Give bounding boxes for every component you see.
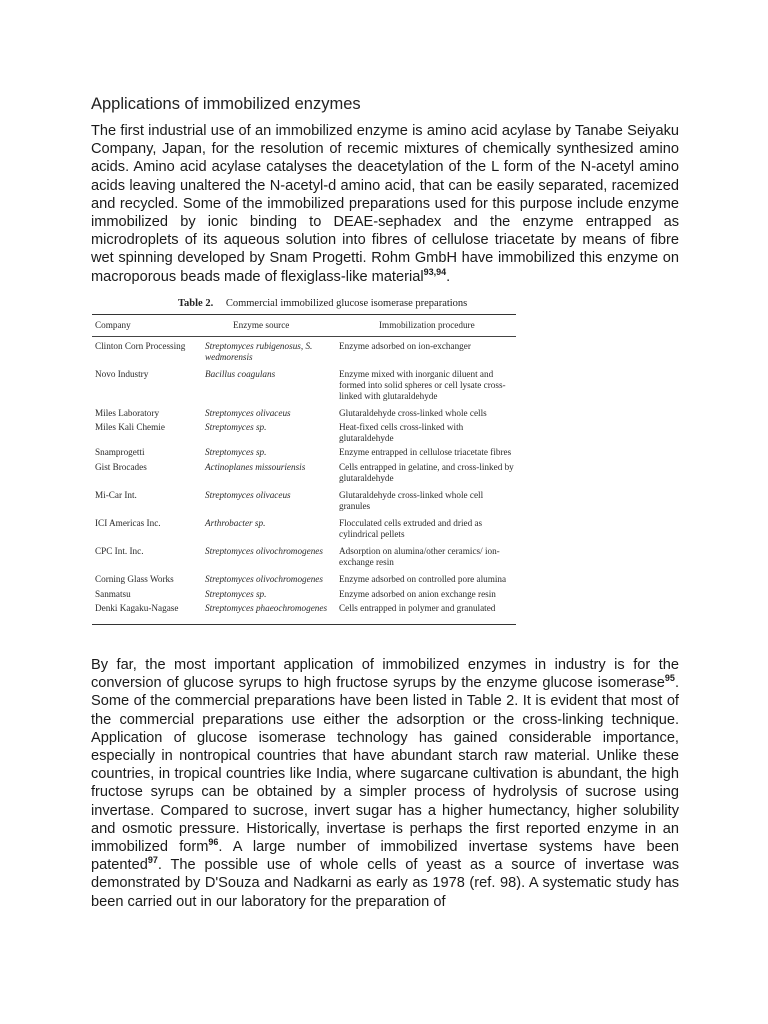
header-enzyme-source: Enzyme source (233, 320, 290, 330)
table-row (92, 369, 516, 402)
cell-company: Mi-Car Int. (95, 490, 137, 500)
table-row (92, 422, 516, 444)
header-immobilization: Immobilization procedure (379, 320, 475, 330)
paragraph-1 (91, 122, 679, 286)
cell-company: Novo Industry (95, 369, 149, 379)
table-row (92, 546, 516, 568)
cell-enzyme-source: Streptomyces phaeochromogenes (205, 603, 328, 613)
cell-enzyme-source: Streptomyces olivaceus (205, 490, 291, 500)
cell-company: Miles Kali Chemie (95, 422, 165, 432)
cell-company: CPC Int. Inc. (95, 546, 144, 556)
table-row (92, 589, 516, 600)
cell-enzyme-source: Streptomyces rubigenosus, S. wedmorensis (205, 341, 313, 362)
table-label: Table 2. (178, 298, 214, 309)
cell-immobilization-procedure: Adsorption on alumina/other ceramics/ ion-exchange resin (339, 546, 500, 567)
cell-enzyme-source: Actinoplanes missouriensis (205, 462, 306, 472)
table-header-row (92, 315, 516, 336)
cell-enzyme-source: Streptomyces olivochromogenes (205, 574, 323, 584)
cell-company: Denki Kagaku-Nagase (95, 603, 179, 613)
header-company: Company (95, 320, 131, 330)
cell-immobilization-procedure: Enzyme adsorbed on ion-exchanger (339, 341, 471, 351)
cell-immobilization-procedure: Glutaraldehyde cross-linked whole cell granules (339, 490, 484, 511)
paragraph-2-text-a: By far, the most important application of immobilized enzymes in industry is for the conversion of glucose syrups to high fructose syrups by the enzyme glucose isomerase (91, 657, 679, 692)
citation-ref: 97 (147, 855, 158, 866)
cell-immobilization-procedure: Enzyme mixed with inorganic diluent and formed into solid spheres or cell lysate cross-linked with glutaraldehyde (339, 369, 506, 401)
cell-enzyme-source: Bacillus coagulans (205, 369, 276, 379)
section-heading: Applications of immobilized enzymes (91, 95, 361, 113)
table-row (92, 603, 516, 614)
cell-immobilization-procedure: Enzyme adsorbed on anion exchange resin (339, 589, 496, 599)
table-2 (92, 314, 516, 625)
paragraph-2-text-d: . The possible use of whole cells of yeast as a source of invertase was demonstrated by D'Souza and Nadkarni as early as 1978 (ref. 98). A systematic study has been carried out in our laboratory for the preparation of (91, 857, 679, 910)
cell-enzyme-source: Streptomyces olivaceus (205, 408, 291, 418)
cell-company: Corning Glass Works (95, 574, 174, 584)
cell-company: Snamprogetti (95, 447, 145, 457)
citation-ref: 93,94 (423, 266, 447, 277)
cell-company: Miles Laboratory (95, 408, 160, 418)
table-row (92, 518, 516, 540)
cell-immobilization-procedure: Flocculated cells extruded and dried as cylindrical pellets (339, 518, 483, 539)
cell-immobilization-procedure: Glutaraldehyde cross-linked whole cells (339, 408, 487, 418)
citation-ref: 95 (664, 673, 675, 684)
table-row (92, 447, 516, 458)
table-body (92, 337, 516, 624)
cell-enzyme-source: Streptomyces sp. (205, 589, 267, 599)
table-caption (178, 298, 467, 309)
paragraph-2 (91, 656, 679, 911)
cell-immobilization-procedure: Heat-fixed cells cross-linked with glutaraldehyde (339, 422, 464, 443)
table-row (92, 574, 516, 585)
cell-company: ICI Americas Inc. (95, 518, 161, 528)
cell-company: Gist Brocades (95, 462, 147, 472)
cell-immobilization-procedure: Cells entrapped in polymer and granulated (339, 603, 496, 613)
table-row (92, 462, 516, 484)
table-bottom-rule (92, 624, 516, 625)
paragraph-1-text: The first industrial use of an immobilized enzyme is amino acid acylase by Tanabe Seiyaku Company, Japan, for the resolution of recemic mixtures of chemically synthesized amino acids. Amino acid acylase catalyses the deacetylation of the L form of the N-acetyl amino acids leaving unaltered the N-acetyl-d amino acid, that can be easily separated, racemized and recycled. Some of the immobilized preparations used for this purpose include enzyme immobilized by ionic binding to DEAE-sephadex and the enzyme entrapped as microdroplets of its aqueous solution into fibres of cellulose triacetate by means of fibre wet spinning developed by Snam Progetti. Rohm GmbH have immobilized this enzyme on macroporous beads made of flexiglass-like material (91, 123, 679, 285)
cell-company: Sanmatsu (95, 589, 131, 599)
cell-enzyme-source: Streptomyces olivochromogenes (205, 546, 323, 556)
paragraph-2-text-b: . Some of the commercial preparations have been listed in Table 2. It is evident that most of the commercial preparations use either the adsorption or the cross-linking technique. Application of glucose isomerase technology has gained considerable importance, especially in nontropical countries that have abundant starch raw material. Unlike these countries, in tropical countries like India, where sugarcane cultivation is abundant, the high fructose syrups can be obtained by a simpler process of hydrolysis of sucrose using invertase. Compared to sucrose, invert sugar has a higher humectancy, higher solubility and osmotic pressure. Historically, invertase is perhaps the first reported enzyme in an immobilized form (91, 675, 679, 856)
table-title: Commercial immobilized glucose isomerase preparations (225, 298, 468, 309)
citation-ref: 96 (208, 837, 219, 848)
cell-immobilization-procedure: Cells entrapped in gelatine, and cross-linked by glutaraldehyde (339, 462, 514, 483)
cell-immobilization-procedure: Enzyme adsorbed on controlled pore alumina (339, 574, 507, 584)
paragraph-2-text-c: . A large number of immobilized invertase systems have been patented (91, 839, 679, 874)
cell-immobilization-procedure: Enzyme entrapped in cellulose triacetate fibres (339, 447, 512, 457)
cell-enzyme-source: Arthrobacter sp. (205, 518, 266, 528)
cell-enzyme-source: Streptomyces sp. (205, 447, 267, 457)
table-row (92, 490, 516, 512)
table-row (92, 341, 516, 363)
paragraph-1-end: . (446, 268, 451, 285)
table-row (92, 408, 516, 419)
cell-enzyme-source: Streptomyces sp. (205, 422, 267, 432)
cell-company: Clinton Corn Processing (95, 341, 186, 351)
